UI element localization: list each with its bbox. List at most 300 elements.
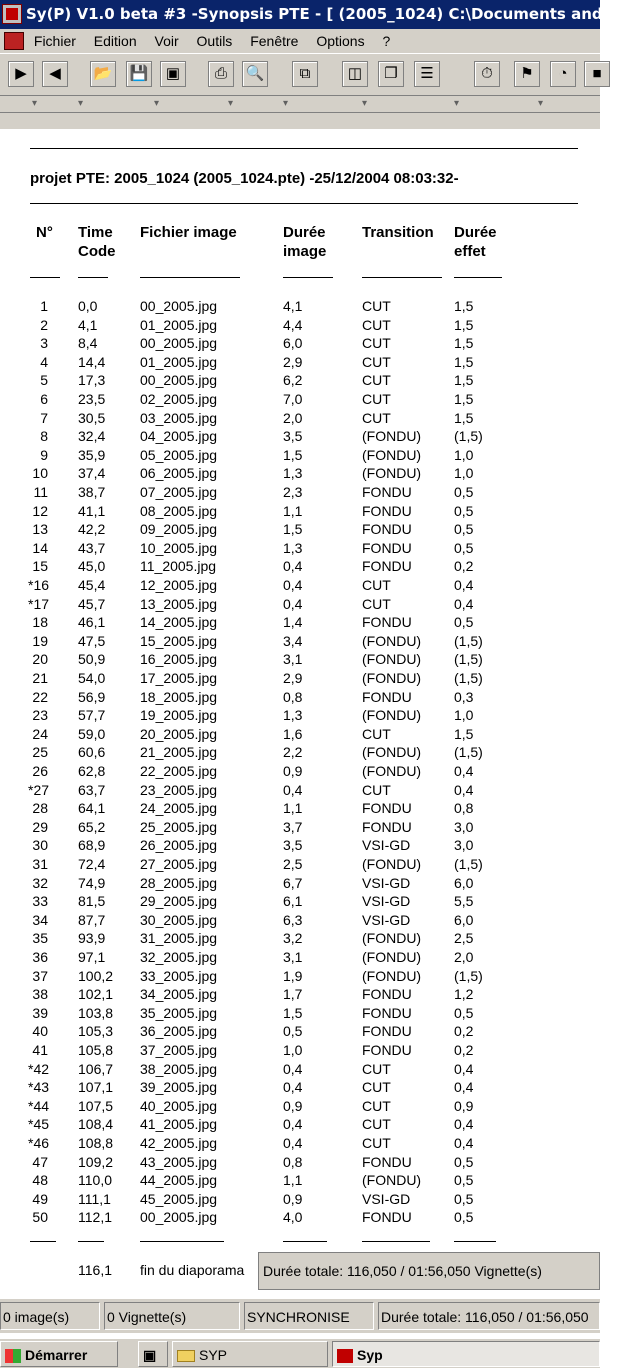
- table-row[interactable]: [0, 1171, 600, 1190]
- exit-icon[interactable]: ◀: [42, 61, 68, 87]
- tile-horizontal-icon[interactable]: ☰: [414, 61, 440, 87]
- row-time-code: 81,5: [78, 893, 106, 910]
- row-transition: CUT: [362, 409, 391, 426]
- row-transition: (FONDU): [362, 1172, 422, 1189]
- row-transition: CUT: [362, 1079, 391, 1096]
- row-transition: FONDU: [362, 521, 412, 538]
- row-effect-duration: 2,0: [454, 949, 474, 965]
- row-time-code: 45,0: [78, 558, 106, 575]
- status-images: 0 image(s): [0, 1302, 100, 1330]
- row-effect-duration: 0,4: [454, 1116, 474, 1133]
- ruler-marker-icon[interactable]: ▾: [228, 98, 234, 109]
- row-number: 22: [32, 688, 48, 705]
- row-image-duration: 0,9: [283, 1097, 303, 1114]
- row-image-duration: 1,0: [283, 1042, 303, 1058]
- row-effect-duration: 1,5: [454, 353, 474, 370]
- row-effect-duration: 0,4: [454, 577, 474, 593]
- row-number: 21: [32, 670, 48, 686]
- row-effect-duration: 6,0: [454, 874, 474, 891]
- table-row[interactable]: [0, 1004, 600, 1023]
- table-row[interactable]: [0, 1115, 600, 1134]
- menu-voir[interactable]: Voir: [154, 33, 179, 49]
- row-time-code: 54,0: [78, 670, 106, 686]
- row-image-duration: 2,9: [283, 670, 303, 686]
- row-number: 29: [32, 818, 48, 835]
- app-icon[interactable]: [2, 4, 22, 24]
- print-icon[interactable]: ⎙: [208, 61, 234, 87]
- row-image-file: 23_2005.jpg: [140, 781, 218, 798]
- row-image-duration: 3,1: [283, 949, 303, 965]
- table-row[interactable]: [0, 409, 600, 428]
- row-effect-duration: 0,4: [454, 1079, 474, 1096]
- table-row[interactable]: [0, 836, 600, 855]
- row-transition: FONDU: [362, 539, 412, 556]
- header-underline: [454, 277, 502, 278]
- row-transition: VSI-GD: [362, 1190, 411, 1207]
- row-time-code: 111,1: [78, 1190, 111, 1207]
- row-transition: CUT: [362, 353, 391, 370]
- row-number: 3: [40, 335, 48, 352]
- row-image-file: 14_2005.jpg: [140, 614, 218, 631]
- row-transition: (FONDU): [362, 949, 422, 965]
- table-row[interactable]: [0, 948, 600, 967]
- row-image-duration: 3,1: [283, 651, 303, 668]
- row-image-duration: 6,2: [283, 372, 303, 389]
- row-effect-duration: 1,5: [454, 372, 474, 389]
- table-row[interactable]: [0, 1134, 600, 1153]
- row-time-code: 74,9: [78, 874, 106, 891]
- task-syp-app[interactable]: Syp: [332, 1341, 600, 1367]
- table-row[interactable]: [0, 297, 600, 316]
- start-button[interactable]: Démarrer: [0, 1341, 118, 1367]
- row-transition: FONDU: [362, 558, 412, 575]
- table-row[interactable]: [0, 390, 600, 409]
- timeline-ruler[interactable]: [0, 95, 600, 129]
- footer-underline: [454, 1241, 496, 1242]
- row-time-code: 93,9: [78, 930, 106, 947]
- footer-underline: [283, 1241, 327, 1242]
- row-image-file: 01_2005.jpg: [140, 316, 218, 333]
- table-row[interactable]: [0, 483, 600, 502]
- row-effect-duration: 0,5: [454, 1153, 474, 1170]
- row-image-duration: 6,7: [283, 874, 303, 891]
- row-effect-duration: 1,5: [454, 391, 474, 407]
- row-image-file: 26_2005.jpg: [140, 837, 218, 854]
- table-row[interactable]: [0, 799, 600, 818]
- row-transition: VSI-GD: [362, 837, 411, 854]
- row-number: 30: [32, 837, 48, 854]
- menu-help[interactable]: ?: [382, 33, 391, 49]
- row-image-file: 12_2005.jpg: [140, 577, 218, 593]
- row-image-duration: 0,5: [283, 1023, 303, 1040]
- header-underline: [78, 277, 108, 278]
- row-transition: FONDU: [362, 484, 412, 500]
- row-effect-duration: 0,2: [454, 1023, 474, 1040]
- row-image-file: 41_2005.jpg: [140, 1116, 218, 1133]
- row-time-code: 8,4: [78, 335, 98, 352]
- taskbar: [0, 1338, 600, 1368]
- header-image-duration: Durée image: [283, 224, 327, 260]
- total-time: 116,1: [78, 1262, 112, 1278]
- save-all-icon[interactable]: ▣: [160, 61, 186, 87]
- row-effect-duration: 0,5: [454, 539, 474, 556]
- row-number: *27: [28, 781, 50, 798]
- row-time-code: 42,2: [78, 521, 106, 538]
- row-number: 23: [32, 707, 48, 724]
- row-number: 4: [40, 353, 48, 370]
- row-effect-duration: 1,5: [454, 298, 474, 314]
- row-number: 11: [33, 484, 48, 500]
- table-row[interactable]: [0, 334, 600, 353]
- row-number: 8: [40, 428, 48, 445]
- table-row[interactable]: [0, 595, 600, 614]
- row-number: 49: [32, 1190, 48, 1207]
- table-row[interactable]: [0, 929, 600, 948]
- menu-outils[interactable]: Outils: [196, 33, 233, 49]
- row-image-file: 05_2005.jpg: [140, 446, 218, 463]
- row-effect-duration: 6,0: [454, 911, 474, 928]
- table-row[interactable]: [0, 1153, 600, 1172]
- enter-icon[interactable]: ▶: [8, 61, 34, 87]
- ruler-marker-icon[interactable]: ▾: [78, 98, 84, 109]
- table-row[interactable]: [0, 520, 600, 539]
- row-time-code: 105,3: [78, 1023, 114, 1040]
- tile-vertical-icon[interactable]: ◫: [342, 61, 368, 87]
- header-underline: [140, 277, 240, 278]
- table-row[interactable]: [0, 539, 600, 558]
- row-number: 47: [32, 1153, 48, 1170]
- row-time-code: 0,0: [78, 298, 98, 314]
- row-effect-duration: (1,5): [454, 428, 483, 445]
- row-image-file: 07_2005.jpg: [140, 484, 218, 500]
- row-image-duration: 1,1: [283, 800, 303, 817]
- row-time-code: 63,7: [78, 781, 106, 798]
- row-image-file: 33_2005.jpg: [140, 967, 218, 984]
- row-number: 37: [32, 967, 48, 984]
- row-image-file: 03_2005.jpg: [140, 409, 218, 426]
- row-transition: (FONDU): [362, 707, 422, 724]
- cascade-icon[interactable]: ❐: [378, 61, 404, 87]
- row-image-duration: 0,4: [283, 577, 303, 593]
- row-image-duration: 4,4: [283, 316, 303, 333]
- table-row[interactable]: [0, 892, 600, 911]
- table-row[interactable]: [0, 576, 600, 595]
- row-number: 28: [32, 800, 48, 817]
- row-number: 35: [32, 930, 48, 947]
- table-row[interactable]: [0, 855, 600, 874]
- row-transition: CUT: [362, 316, 391, 333]
- row-time-code: 17,3: [78, 372, 106, 389]
- table-row[interactable]: [0, 669, 600, 688]
- ruler-marker-icon[interactable]: ▾: [154, 98, 160, 109]
- table-row[interactable]: [0, 1208, 600, 1227]
- row-effect-duration: 3,0: [454, 837, 474, 854]
- header-transition: Transition: [362, 224, 434, 241]
- row-time-code: 102,1: [78, 986, 114, 1003]
- row-number: 33: [32, 893, 48, 910]
- row-transition: VSI-GD: [362, 911, 411, 928]
- row-image-duration: 3,5: [283, 837, 303, 854]
- extra-icon[interactable]: ■: [584, 61, 610, 87]
- row-effect-duration: 1,5: [454, 335, 474, 352]
- row-time-code: 30,5: [78, 409, 106, 426]
- row-number: 31: [32, 856, 48, 872]
- row-time-code: 43,7: [78, 539, 106, 556]
- row-image-file: 28_2005.jpg: [140, 874, 218, 891]
- header-image-file: Fichier image: [140, 224, 237, 241]
- row-image-duration: 0,8: [283, 1153, 303, 1170]
- row-time-code: 14,4: [78, 353, 106, 370]
- row-time-code: 109,2: [78, 1153, 114, 1170]
- row-image-duration: 3,4: [283, 632, 303, 649]
- row-image-file: 35_2005.jpg: [140, 1004, 218, 1021]
- copy-icon[interactable]: ⧉: [292, 61, 318, 87]
- row-image-duration: 0,8: [283, 688, 303, 705]
- clock-stop-icon[interactable]: ◔: [550, 61, 576, 87]
- open-folder-icon[interactable]: 📂: [90, 61, 116, 87]
- table-row[interactable]: [0, 1022, 600, 1041]
- row-number: *43: [28, 1079, 50, 1096]
- row-effect-duration: (1,5): [454, 651, 483, 668]
- folder-icon: [177, 1350, 195, 1362]
- status-bar: [0, 1298, 600, 1333]
- row-effect-duration: 0,5: [454, 1190, 474, 1207]
- row-effect-duration: 1,0: [454, 465, 474, 482]
- row-image-duration: 2,9: [283, 353, 303, 370]
- row-image-duration: 1,6: [283, 725, 303, 742]
- table-row[interactable]: [0, 688, 600, 707]
- ruler-marker-icon[interactable]: ▾: [283, 98, 289, 109]
- table-row[interactable]: [0, 762, 600, 781]
- row-transition: FONDU: [362, 986, 412, 1003]
- table-row[interactable]: [0, 967, 600, 986]
- menu-fenetre[interactable]: Fenêtre: [250, 33, 299, 49]
- row-transition: (FONDU): [362, 465, 422, 482]
- row-image-duration: 0,4: [283, 1135, 303, 1151]
- row-image-file: 00_2005.jpg: [140, 372, 218, 389]
- row-time-code: 60,6: [78, 744, 106, 761]
- table-row[interactable]: [0, 1078, 600, 1097]
- ruler-marker-icon[interactable]: ▾: [538, 98, 544, 109]
- app-icon: [337, 1349, 353, 1363]
- row-transition: CUT: [362, 391, 391, 407]
- row-effect-duration: 1,5: [454, 725, 474, 742]
- row-image-file: 40_2005.jpg: [140, 1097, 218, 1114]
- row-image-duration: 0,4: [283, 781, 303, 798]
- row-number: 41: [32, 1042, 48, 1058]
- row-time-code: 47,5: [78, 632, 106, 649]
- table-row[interactable]: [0, 371, 600, 390]
- table-row[interactable]: [0, 781, 600, 800]
- table-row[interactable]: [0, 427, 600, 446]
- print-preview-icon[interactable]: 🔍: [242, 61, 268, 87]
- row-image-file: 10_2005.jpg: [140, 539, 218, 556]
- row-image-duration: 1,5: [283, 446, 303, 463]
- row-time-code: 64,1: [78, 800, 106, 817]
- row-image-file: 08_2005.jpg: [140, 502, 218, 519]
- end-label: fin du diaporama: [140, 1262, 245, 1278]
- menu-edition[interactable]: Edition: [93, 33, 137, 49]
- project-info: projet PTE: 2005_1024 (2005_1024.pte) -25/12/2004 08:03:32-: [30, 170, 459, 187]
- table-row[interactable]: [0, 316, 600, 335]
- table-row[interactable]: [0, 446, 600, 465]
- header-time-code: Time Code: [78, 224, 116, 260]
- header-underline: [283, 277, 333, 278]
- row-time-code: 46,1: [78, 614, 106, 631]
- row-image-file: 01_2005.jpg: [140, 353, 218, 370]
- quick-launch-icon[interactable]: ▣: [138, 1341, 168, 1367]
- row-image-duration: 6,1: [283, 893, 303, 910]
- row-image-duration: 1,3: [283, 707, 303, 724]
- ruler-marker-icon[interactable]: ▾: [362, 98, 368, 109]
- row-time-code: 103,8: [78, 1004, 114, 1021]
- row-image-file: 36_2005.jpg: [140, 1023, 218, 1040]
- row-image-file: 34_2005.jpg: [140, 986, 218, 1003]
- row-effect-duration: 1,5: [454, 316, 474, 333]
- table-row[interactable]: [0, 557, 600, 576]
- table-row[interactable]: [0, 1190, 600, 1209]
- row-image-file: 31_2005.jpg: [140, 930, 218, 947]
- row-time-code: 105,8: [78, 1042, 114, 1058]
- row-transition: FONDU: [362, 818, 412, 835]
- row-image-file: 32_2005.jpg: [140, 949, 218, 965]
- row-transition: CUT: [362, 298, 391, 314]
- row-image-duration: 0,9: [283, 1190, 303, 1207]
- row-time-code: 4,1: [78, 316, 98, 333]
- row-effect-duration: 1,0: [454, 707, 474, 724]
- row-number: 1: [40, 298, 48, 314]
- window-title: Sy(P) V1.0 beta #3 -Synopsis PTE - [ (2005_1024) C:\Documents and Se: [26, 5, 629, 23]
- header-underline: [362, 277, 442, 278]
- row-effect-duration: 0,3: [454, 688, 474, 705]
- row-image-file: 21_2005.jpg: [140, 744, 218, 761]
- row-number: 9: [40, 446, 48, 463]
- row-transition: FONDU: [362, 1023, 412, 1040]
- row-effect-duration: 0,4: [454, 763, 474, 779]
- row-number: 50: [32, 1209, 48, 1226]
- row-image-file: 25_2005.jpg: [140, 818, 218, 835]
- duration-panel: Durée totale: 116,050 / 01:56,050 Vignette(s): [258, 1252, 600, 1290]
- row-image-duration: 1,1: [283, 1172, 303, 1189]
- ruler-marker-icon[interactable]: ▾: [32, 98, 38, 109]
- table-row[interactable]: [0, 613, 600, 632]
- row-image-duration: 1,5: [283, 521, 303, 538]
- table-row[interactable]: [0, 650, 600, 669]
- window-title-bar[interactable]: [0, 0, 629, 29]
- row-number: 6: [40, 391, 48, 407]
- table-row[interactable]: [0, 985, 600, 1004]
- row-effect-duration: 0,9: [454, 1097, 474, 1114]
- row-time-code: 106,7: [78, 1060, 114, 1077]
- row-image-file: 19_2005.jpg: [140, 707, 218, 724]
- menu-fichier[interactable]: Fichier: [33, 33, 76, 49]
- row-transition: VSI-GD: [362, 893, 411, 910]
- row-transition: (FONDU): [362, 670, 422, 686]
- table-row[interactable]: [0, 1041, 600, 1060]
- row-effect-duration: 0,5: [454, 484, 474, 500]
- row-time-code: 45,7: [78, 595, 106, 612]
- table-row[interactable]: [0, 818, 600, 837]
- row-number: 20: [32, 651, 48, 668]
- row-image-file: 04_2005.jpg: [140, 428, 218, 445]
- ruler-marker-icon[interactable]: ▾: [454, 98, 460, 109]
- row-image-file: 13_2005.jpg: [140, 595, 218, 612]
- table-row[interactable]: [0, 632, 600, 651]
- row-transition: CUT: [362, 335, 391, 352]
- status-mode: SYNCHRONISE: [244, 1302, 374, 1330]
- row-image-duration: 3,5: [283, 428, 303, 445]
- row-effect-duration: 3,0: [454, 818, 474, 835]
- table-row[interactable]: [0, 706, 600, 725]
- row-number: 40: [32, 1023, 48, 1040]
- row-transition: FONDU: [362, 1004, 412, 1021]
- row-effect-duration: (1,5): [454, 967, 483, 984]
- row-effect-duration: 0,4: [454, 781, 474, 798]
- row-number: 2: [40, 316, 48, 333]
- row-number: 32: [32, 874, 48, 891]
- row-time-code: 112,1: [78, 1209, 112, 1226]
- row-effect-duration: 1,5: [454, 409, 474, 426]
- save-icon[interactable]: 💾: [126, 61, 152, 87]
- row-effect-duration: 0,8: [454, 800, 474, 817]
- table-row[interactable]: [0, 743, 600, 762]
- row-transition: CUT: [362, 595, 391, 612]
- table-row[interactable]: [0, 874, 600, 893]
- row-time-code: 38,7: [78, 484, 106, 500]
- row-image-file: 39_2005.jpg: [140, 1079, 218, 1096]
- row-image-duration: 4,1: [283, 298, 303, 314]
- table-row[interactable]: [0, 353, 600, 372]
- row-transition: (FONDU): [362, 651, 422, 668]
- table-row[interactable]: [0, 911, 600, 930]
- row-time-code: 37,4: [78, 465, 106, 482]
- row-effect-duration: 2,5: [454, 930, 474, 947]
- row-image-file: 42_2005.jpg: [140, 1135, 218, 1151]
- timer-icon[interactable]: ⏱: [474, 61, 500, 87]
- document-icon[interactable]: [4, 32, 24, 50]
- row-image-file: 18_2005.jpg: [140, 688, 218, 705]
- table-row[interactable]: [0, 464, 600, 483]
- ruler-line: [0, 112, 600, 113]
- table-row[interactable]: [0, 502, 600, 521]
- row-transition: (FONDU): [362, 967, 422, 984]
- table-row[interactable]: [0, 1060, 600, 1079]
- row-time-code: 35,9: [78, 446, 106, 463]
- row-effect-duration: 0,4: [454, 1060, 474, 1077]
- row-image-duration: 0,4: [283, 1060, 303, 1077]
- row-transition: CUT: [362, 1060, 391, 1077]
- document-view[interactable]: [0, 129, 600, 1279]
- row-transition: FONDU: [362, 1209, 412, 1226]
- footer-underline: [78, 1241, 104, 1242]
- row-image-duration: 1,1: [283, 502, 303, 519]
- table-row[interactable]: [0, 1097, 600, 1116]
- row-image-duration: 1,3: [283, 539, 303, 556]
- row-time-code: 87,7: [78, 911, 106, 928]
- run-icon[interactable]: ⚑: [514, 61, 540, 87]
- row-image-duration: 2,5: [283, 856, 303, 872]
- row-image-duration: 6,3: [283, 911, 303, 928]
- row-time-code: 41,1: [78, 502, 106, 519]
- menu-options[interactable]: Options: [316, 33, 365, 49]
- task-syp-folder[interactable]: SYP: [172, 1341, 328, 1367]
- row-effect-duration: 0,5: [454, 1172, 474, 1189]
- row-number: 34: [32, 911, 48, 928]
- table-row[interactable]: [0, 725, 600, 744]
- row-number: 26: [32, 763, 48, 779]
- row-effect-duration: 0,5: [454, 1004, 474, 1021]
- row-number: *42: [28, 1060, 50, 1077]
